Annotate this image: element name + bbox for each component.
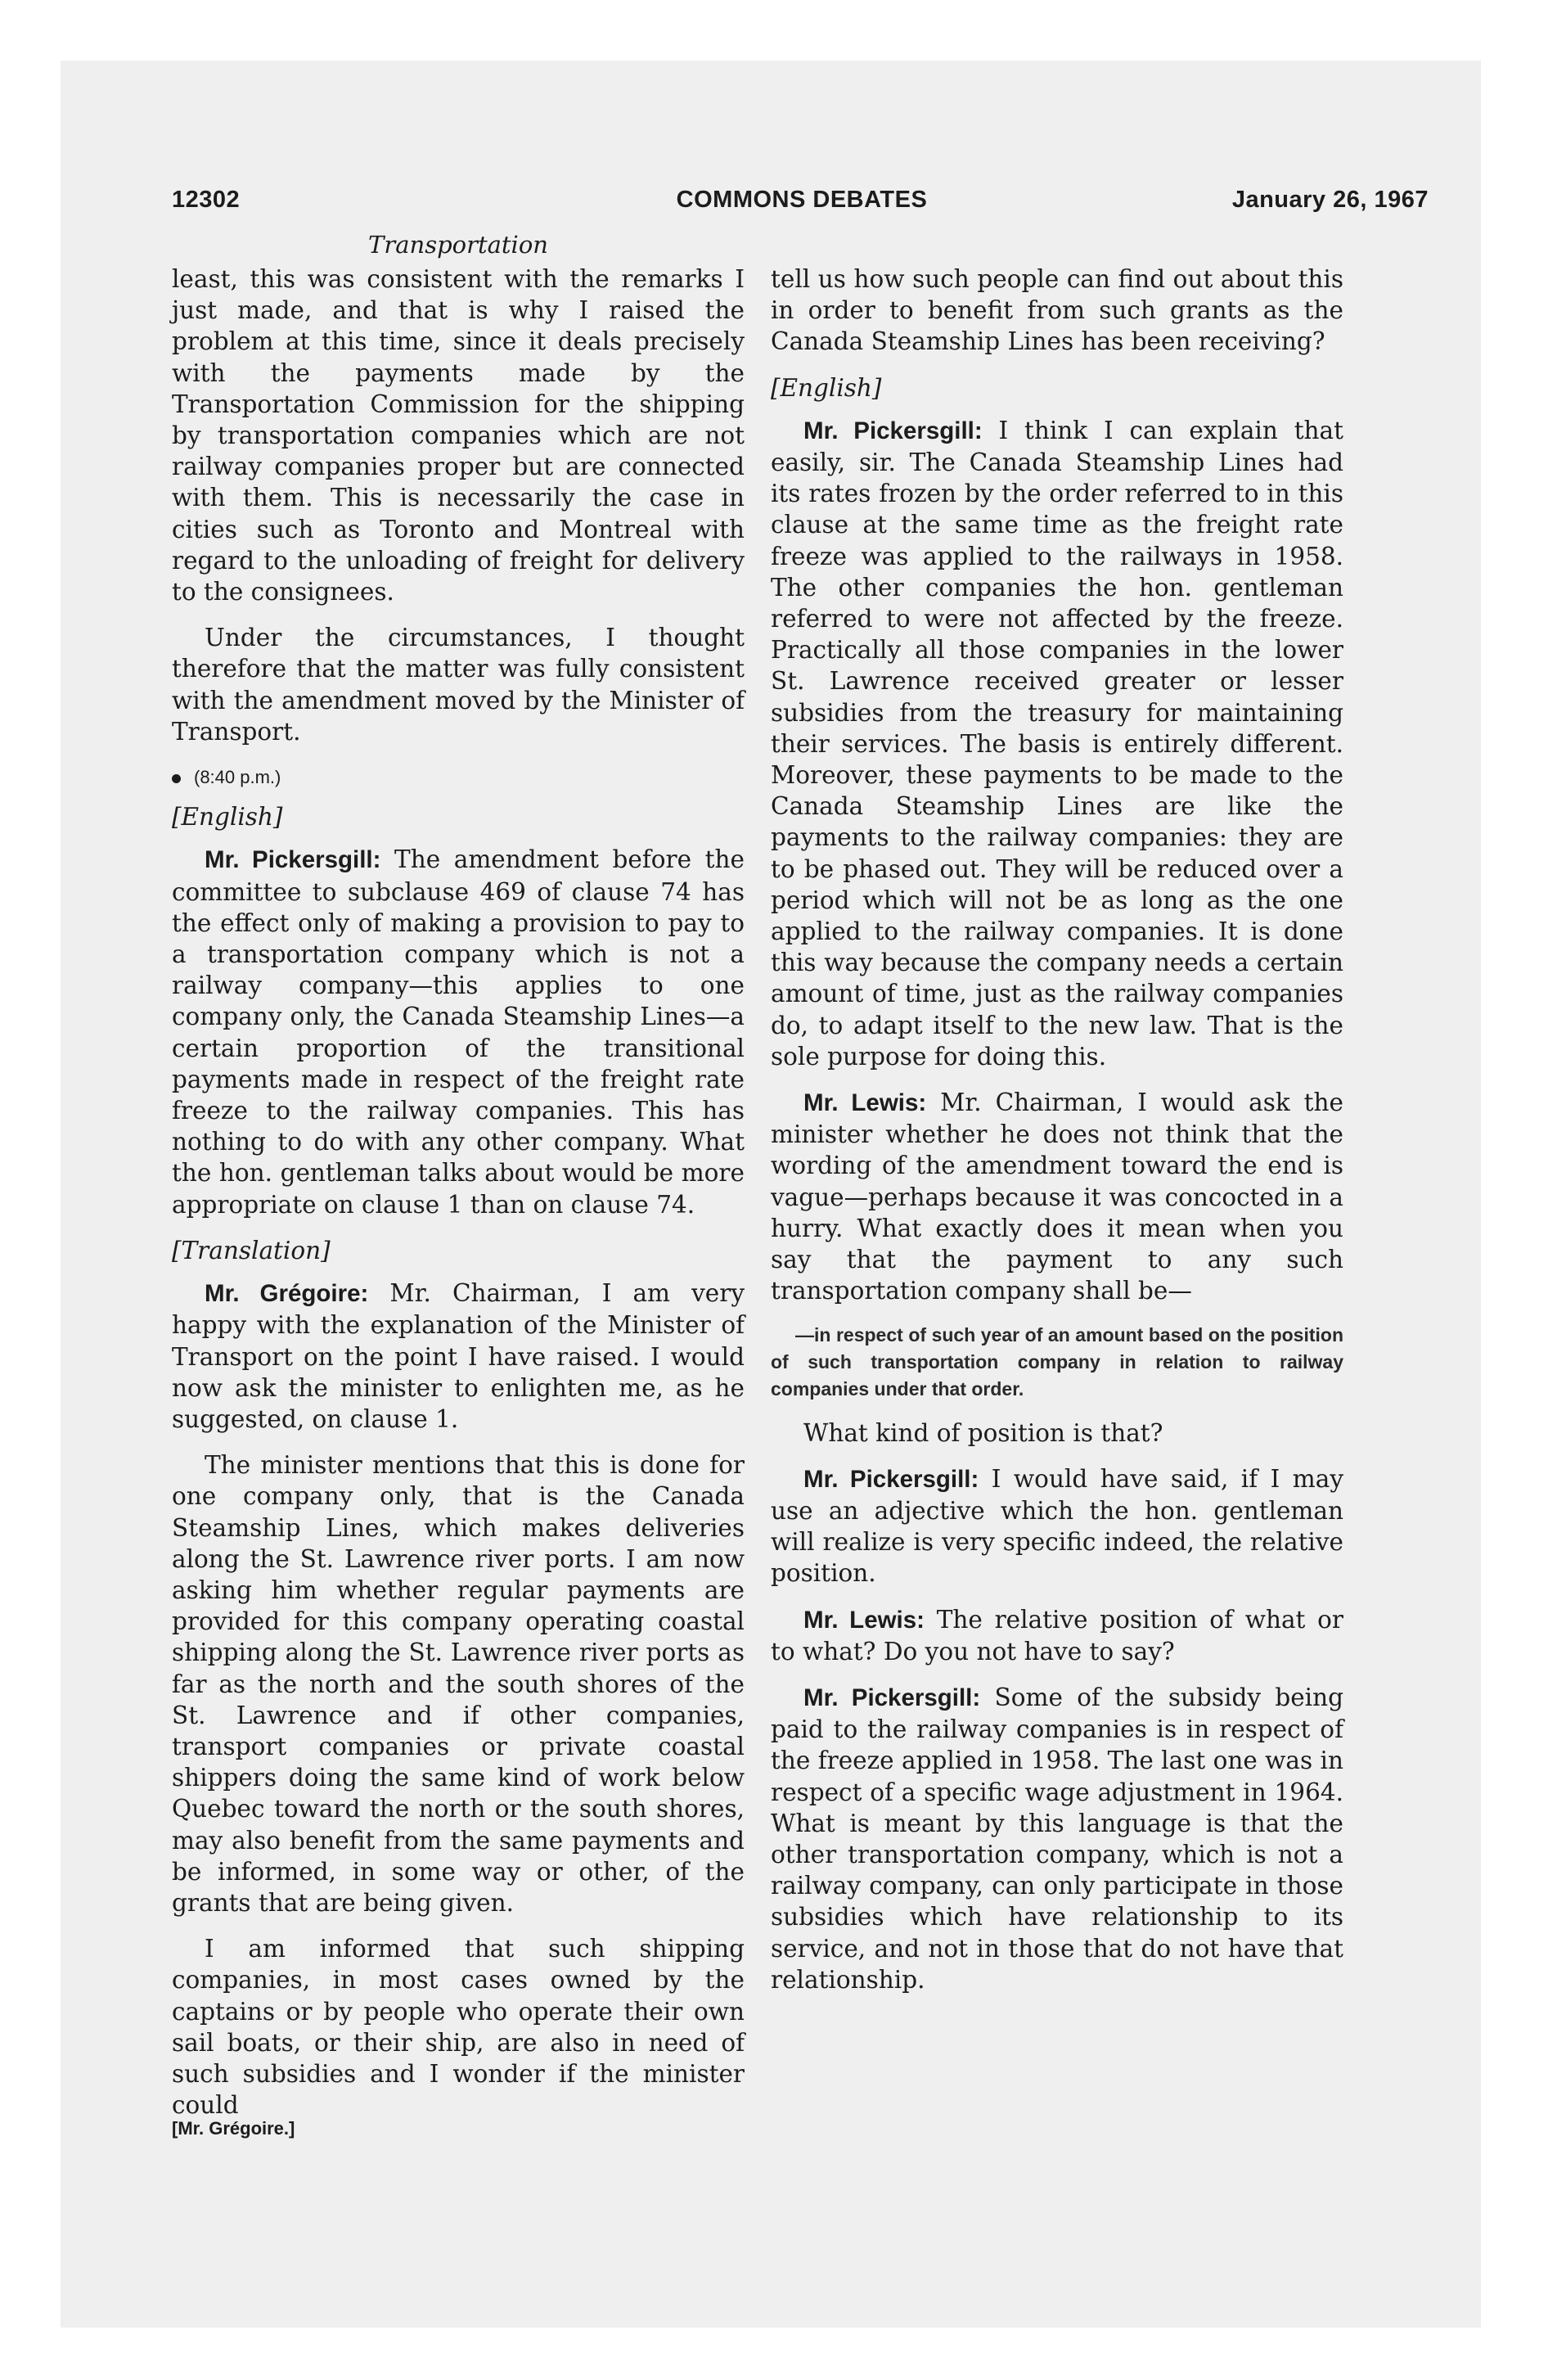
speech-text: The amendment before the committee to subclause 469 of clause 74 has the effect only of making a provision to pay to a transportation company which is not a railway company—this applies to one company only, the Canada Steamship Lines—a certain proportion of the transitional payments made in respect of the freight rate freeze to the railway companies. This has nothing to do with any other company. What the hon. gentleman talks about would be more appropriate on clause 1 than on clause 74.: [172, 845, 745, 1219]
speech-paragraph: [771, 1604, 1343, 1667]
page-number: 12302: [172, 187, 241, 213]
publication-date: January 26, 1967: [1231, 187, 1429, 213]
language-marker: [English]: [771, 373, 882, 402]
speaker-name: Mr. Pickersgill:: [803, 1684, 981, 1711]
language-marker: [English]: [172, 803, 283, 832]
publication-title: COMMONS DEBATES: [676, 187, 928, 213]
paragraph: I am informed that such shipping companies, in most cases owned by the captains or by people who operate their own sail boats, or their ship, are also in need of such subsidies and I wonder if the minister could: [172, 1935, 745, 2120]
speech-paragraph: [771, 1682, 1343, 1995]
paragraph: The minister mentions that this is done for one company only, that is the Canada Steamship Lines, which makes deliveries along the St. Lawrence river ports. I am now asking him whether regular payments are provided for this company operating coastal shipping along the St. Lawrence river ports as far as the north and the south shores of the St. Lawrence and if other companies, transport companies or private coastal shippers doing the same kind of work below Quebec toward the north or the south shores, may also benefit from the same payments and be informed, in some way or other, of the grants that are being given.: [172, 1451, 745, 1917]
block-quote: —in respect of such year of an amount based on the position of such transportation company in relation to railway companies under that order.: [771, 1323, 1343, 1400]
paragraph: What kind of position is that?: [803, 1418, 1163, 1447]
speech-text: I would have said, if I may use an adjective which the hon. gentleman will realize is very specific indeed, the relative position.: [771, 1464, 1343, 1588]
speaker-name: Mr. Pickersgill:: [803, 1465, 979, 1493]
speaker-name: Mr. Pickersgill:: [803, 417, 983, 444]
speaker-footer: [Mr. Grégoire.]: [172, 2118, 295, 2139]
debate-subject: Transportation: [368, 231, 548, 259]
time-stamp-text: (8:40 p.m.): [194, 767, 281, 788]
speech-text: Mr. Chairman, I would ask the minister whether he does not think that the wording of the amendment toward the end is vague—perhaps because it was concocted in a hurry. What exactly does it mean when you say that the payment to any such transportation company shall be—: [771, 1089, 1343, 1305]
speech-paragraph: [771, 1087, 1343, 1306]
speech-text: Some of the subsidy being paid to the railway companies is in respect of the freeze applied in 1958. The last one was in respect of a specific wage adjustment in 1964. What is meant by this language is that the other transportation company, which is not a railway company, can only participate in those subsidies which have relationship to its service, and not in those that do not have that relationship.: [771, 1683, 1343, 1994]
paragraph: tell us how such people can find out about this in order to benefit from such grants as the Canada Steamship Lines has been receiving?: [771, 265, 1343, 356]
right-column: [771, 264, 1343, 2010]
language-marker: [Translation]: [172, 1236, 331, 1264]
speech-text: The relative position of what or to what? Do you not have to say?: [771, 1605, 1343, 1666]
speaker-name: Mr. Lewis:: [803, 1089, 927, 1117]
speech-paragraph: [172, 1278, 745, 1435]
time-stamp: [172, 762, 745, 793]
left-column: [172, 264, 745, 2135]
speaker-name: Mr. Lewis:: [803, 1606, 925, 1634]
speech-paragraph: [771, 415, 1343, 1072]
speech-text: I think I can explain that easily, sir. The Canada Steamship Lines had its rates frozen by the order referred to in this clause at the same time as the freight rate freeze was applied to the railways in 1958. The other companies the hon. gentleman referred to were not affected by the freeze. Practically all those companies in the lower St. Lawrence received greater or lesser subsidies from the treasury for maintaining their services. The basis is entirely different. Moreover, these payments to be made to the Canada Steamship Lines are like the payments to the railway companies: they are to be phased out. They will be reduced over a period which will not be as long as the one applied to the railway companies. It is done this way because the company needs a certain amount of time, just as the railway companies do, to adapt itself to the new law. That is the sole purpose for doing this.: [771, 416, 1343, 1071]
speech-paragraph: [172, 844, 745, 1219]
speaker-name: Mr. Pickersgill:: [205, 846, 381, 874]
paragraph: least, this was consistent with the remarks I just made, and that is why I raised the problem at this time, since it deals precisely with the payments made by the Transportation Commission for the shipping by transportation companies which are not railway companies proper but are connected with them. This is necessarily the case in cities such as Toronto and Montreal with regard to the unloading of freight for delivery to the consignees.: [172, 265, 745, 606]
page-header: [172, 187, 1429, 228]
bullet-icon: [172, 774, 181, 783]
speech-paragraph: [771, 1463, 1343, 1589]
speech-text: Mr. Chairman, I am very happy with the explanation of the Minister of Transport on the point I have raised. I would now ask the minister to enlighten me, as he suggested, on clause 1.: [172, 1279, 745, 1433]
speaker-name: Mr. Grégoire:: [205, 1280, 369, 1308]
paragraph: Under the circumstances, I thought therefore that the matter was fully consistent with the amendment moved by the Minister of Transport.: [172, 624, 745, 746]
